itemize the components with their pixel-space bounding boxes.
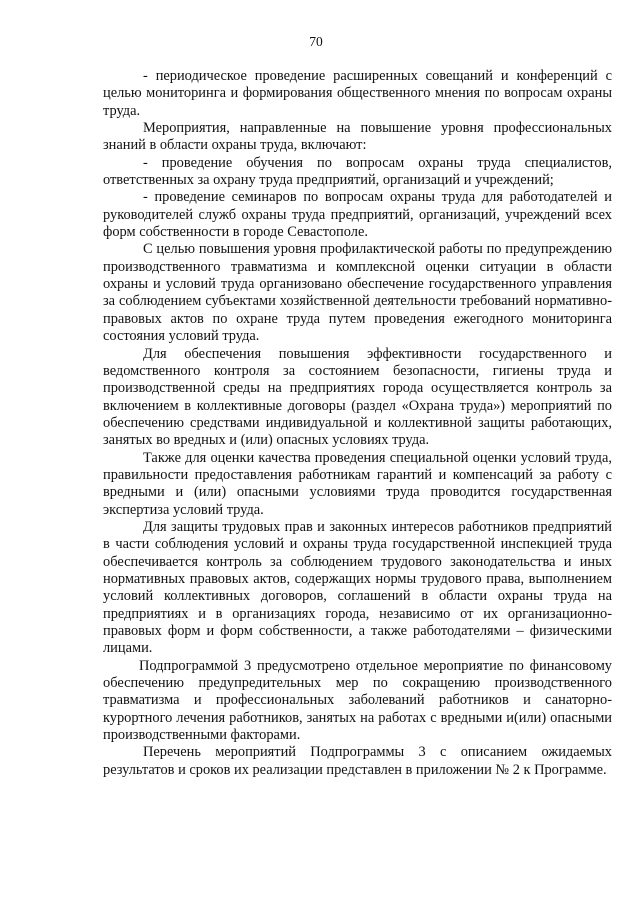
paragraph-state-control: Для обеспечения повышения эффективности государственного и ведомственного контроля за состоянием безопасности, гигиены труда и производственной среды на предприятиях города осуществляется контроль за включением в коллективные договоры (раздел «Охрана труда») мероприятий по обеспечению средствами индивидуальной и коллективной защиты работающих, занятых во вредных и (или) опасных условиях труда. (103, 345, 612, 449)
page-body (103, 68, 612, 779)
page-number: 70 (309, 34, 323, 49)
paragraph-knowledge-measures: Мероприятия, направленные на повышение уровня профессиональных знаний в области охраны труда, включают: (103, 120, 612, 154)
paragraph-appendix-reference: Перечень мероприятий Подпрограммы 3 с описанием ожидаемых результатов и сроков их реализации представлен в приложении № 2 к Программе. (103, 744, 612, 778)
paragraph-prevention-monitoring: С целью повышения уровня профилактической работы по предупреждению производственного травматизма и комплексной оценки ситуации в области охраны и условий труда организовано обеспечение государственного управления за соблюдением субъектами хозяйственной деятельности требований нормативно-правовых актов по охране труда путем проведения ежегодного мониторинга состояния условий труда. (103, 241, 612, 345)
paragraph-labor-rights: Для защиты трудовых прав и законных интересов работников предприятий в части соблюдения условий и охраны труда государственной инспекцией труда обеспечивается контроль за соблюдением трудового законодательства и иных нормативных правовых актов, содержащих нормы трудового права, выполнением условий коллективных договоров, соглашений в области охраны труда на предприятиях и в организациях города, независимо от их организационно-правовых форм и форм собственности, а также работодателями – физическими лицами. (103, 518, 612, 657)
paragraph-expert-evaluation: Также для оценки качества проведения специальной оценки условий труда, правильности предоставления работникам гарантий и компенсаций за работу с вредными и (или) опасными условиями труда проводится государственная экспертиза условий труда. (103, 449, 612, 518)
paragraph-periodic-meetings: - периодическое проведение расширенных совещаний и конференций с целью мониторинга и формирования общественного мнения по вопросам охраны труда. (103, 68, 612, 119)
paragraph-seminars: - проведение семинаров по вопросам охраны труда для работодателей и руководителей служб охраны труда предприятий, организаций, учреждений всех форм собственности в городе Севастополе. (103, 189, 612, 241)
paragraph-training-specialists: - проведение обучения по вопросам охраны труда специалистов, ответственных за охрану труда предприятий, организаций и учреждений; (103, 154, 612, 189)
paragraph-subprogram-financing: Подпрограммой 3 предусмотрено отдельное мероприятие по финансовому обеспечению предупредительных мер по сокращению производственного травматизма и профессиональных заболеваний работников и санаторно-курортного лечения работников, занятых на работах с вредными и(или) опасными производственными факторами. (103, 657, 612, 744)
